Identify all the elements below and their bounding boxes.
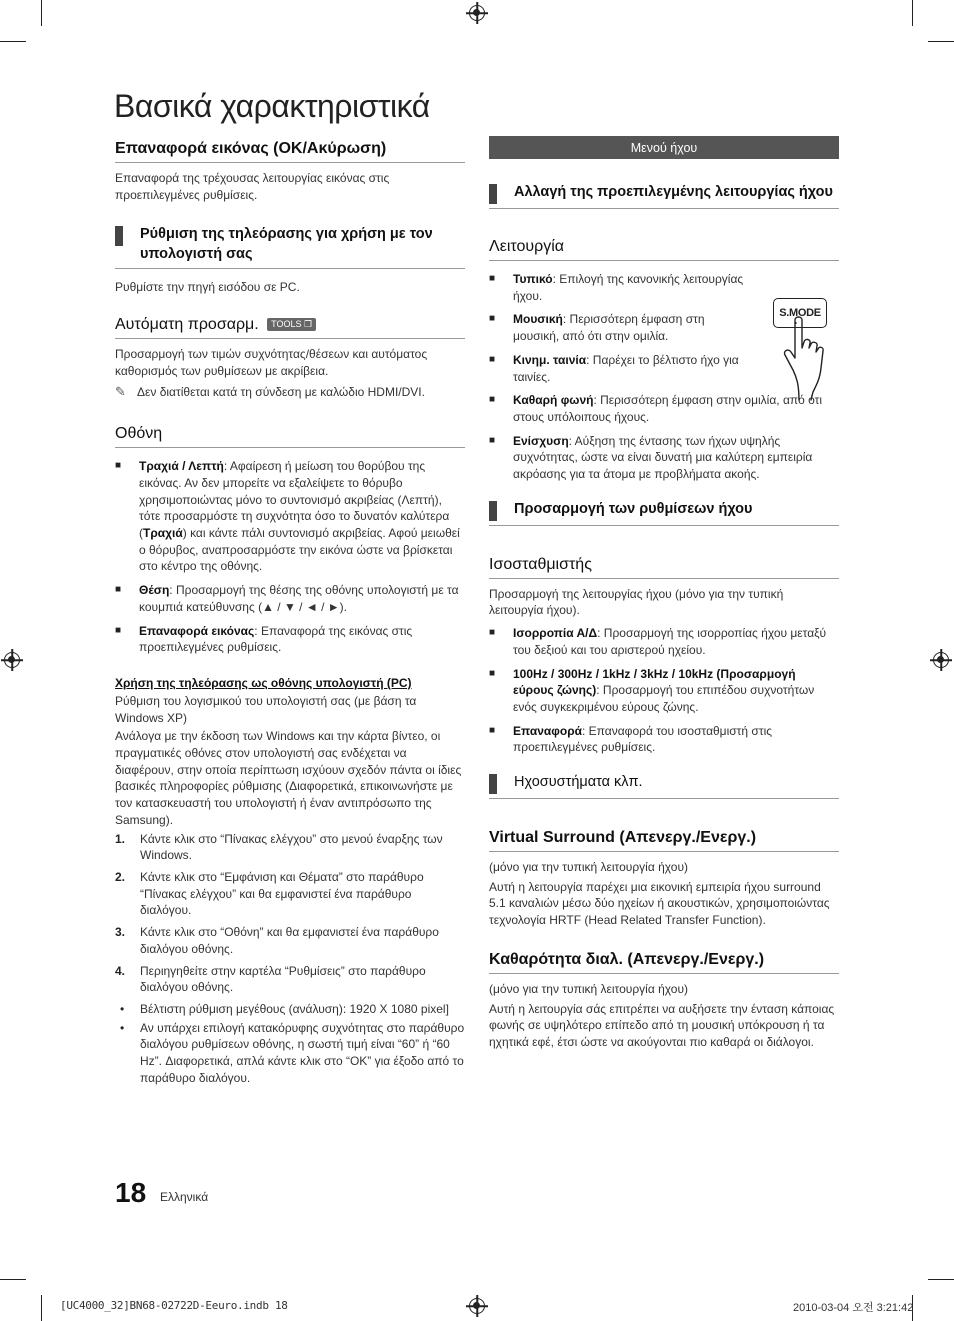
reset-picture-text: Επαναφορά της τρέχουσας λειτουργίας εικόνας στις προεπιλεγμένες ρυθμίσεις. [115,171,390,202]
footer-language: Ελληνικά [160,1190,209,1204]
list-item: ■ Καθαρή φωνή: Περισσότερη έμφαση στην ομιλία, από ότι στους υπόλοιπους ήχους. [489,393,823,424]
sound-systems-heading: Ηχοσυστήματα κλπ. [489,772,839,799]
registration-mark-icon [469,5,485,21]
registration-mark-icon [4,652,20,668]
square-bullet-icon: ■ [489,627,496,639]
list-item: 1. Κάντε κλικ στο “Πίνακας ελέγχου” στο μενού έναρξης των Windows. [115,831,443,863]
list-item: ■ Επαναφορά: Επαναφορά του ισοσταθμιστή στις προεπιλεγμένες ρυθμίσεις. [489,723,773,755]
square-bullet-icon: ■ [115,624,122,636]
crop-mark [928,1279,954,1280]
pc-monitor-heading: Χρήση της τηλεόρασης ως οθόνης υπολογιστή (PC) [115,675,412,690]
virtual-surround-text: Αυτή η λειτουργία παρέχει μια εικονική εμπειρία ήχου surround 5.1 καναλιών μέσω δύο ηχείων ή ακουστικών, χρησιμοποιώντας τεχνολογία HRTF (Head Related Transfer Function). [489,879,830,928]
crop-mark [0,41,26,42]
section-bar-icon [489,501,497,521]
smode-illustration [773,296,833,406]
equalizer-heading: Ισοσταθμιστής [489,556,839,579]
registration-mark-icon [469,1298,485,1314]
list-item: ■ Ενίσχυση: Αύξηση της έντασης των ήχων υψηλής συχνότητας, ώστε να είναι δυνατή μια καλύτερη εμπειρία ακρόασης για τα άτομα με προβλήματα ακοής. [489,433,813,482]
list-item: 3. Κάντε κλικ στο “Οθόνη” και θα εμφανιστεί ένα παράθυρο διαλόγου οθόνης. [115,925,439,956]
crop-mark [41,1295,42,1321]
square-bullet-icon: ■ [489,724,496,736]
square-bullet-icon: ■ [115,460,122,472]
list-item: ■ 100Hz / 300Hz / 1kHz / 3kHz / 10kHz (Προσαρμογή εύρους ζώνης): Προσαρμογή του επιπέδου συχνοτήτων ενός συγκεκριμένου εύρους ζώνης. [489,666,815,714]
equalizer-text: Προσαρμογή της λειτουργίας ήχου (μόνο για την τυπική λειτουργία ήχου). [489,586,784,618]
square-bullet-icon: ■ [115,584,122,596]
list-item: ■ Θέση: Προσαρμογή της θέσης της οθόνης υπολογιστή με τα κουμπιά κατεύθυνσης (▲ / ▼ / ◄ / ►). [115,583,459,614]
pencil-note-icon: ✎ [115,383,126,399]
print-slug-date: 2010-03-04 오전 3:21:42 [793,1302,914,1314]
pc-monitor-text: Ανάλογα με την έκδοση των Windows και την κάρτα βίντεο, οι πραγματικές οθόνες στον υπολογιστή σας ενδέχεται να διαφέρουν, στην οποία περίπτωση ισχύουν σχεδόν πάντα οι ίδιες βασικές πληροφορίες ρύθμισης (Διαφορετικά, επικοινωνήστε με τον κατασκευαστή του υπολογιστή ή έναν αντιπρόσωπο της Samsung). [115,729,462,827]
pc-setup-heading: Ρύθμιση της τηλεόρασης για χρήση με τον υπολογιστή σας [115,224,465,269]
virtual-surround-heading: Virtual Surround (Απενεργ./Ενεργ.) [489,829,839,852]
crop-mark [928,41,954,42]
dialog-clarity-text: Αυτή η λειτουργία σάς επιτρέπει να αυξήσετε την ένταση κάποιας φωνής σε υψηλότερο επίπεδο από τη μουσική υπόκρουση ή τα ηχητικά εφέ, έτσι ώστε να ακούγονται πιο καθαρά οι διάλογοι. [489,1001,835,1049]
left-column [115,136,465,1086]
crop-mark [0,1279,26,1280]
virtual-surround-note: (μόνο για την τυπική λειτουργία ήχου) [489,860,689,875]
list-item: 4. Περιηγηθείτε στην καρτέλα “Ρυθμίσεις” στο παράθυρο διαλόγου οθόνης. [115,963,426,995]
list-item: ■ Ισορροπία Α/Δ: Προσαρμογή της ισορροπίας ήχου μεταξύ του δεξιού και του αριστερού ηχείου. [489,626,827,657]
pc-monitor-text: Ρύθμιση του λογισμικού του υπολογιστή σας (με βάση τα Windows XP) [115,693,417,725]
square-bullet-icon: ■ [489,394,496,406]
section-bar-icon [115,226,123,246]
page-number: 18 [115,1177,147,1208]
list-item: • Αν υπάρχει επιλογή κατακόρυφης συχνότητας στο παράθυρο διαλόγου ρυθμίσεων οθόνης, η σωστή τιμή είναι “60” ή “60 Hz”. Διαφορετικά, απλά κάντε κλικ στο “OK” για έξοδο από το παράθυρο διαλόγου. [120,1020,465,1085]
list-item: ■ Επαναφορά εικόνας: Επαναφορά της εικόνας στις προεπιλεγμένες ρυθμίσεις. [115,623,413,655]
square-bullet-icon: ■ [489,434,496,446]
registration-mark-icon [933,652,949,668]
list-item: ■ Τυπικό: Επιλογή της κανονικής λειτουργίας ήχου. [489,272,744,303]
list-item: ■ Κινημ. ταινία: Παρέχει το βέλτιστο ήχο για ταινίες. [489,352,739,384]
sound-menu-banner: Μενού ήχου [489,136,839,159]
square-bullet-icon: ■ [489,273,496,284]
tools-badge: TOOLS ❐ [267,318,316,331]
dialog-clarity-note: (μόνο για την τυπική λειτουργία ήχου) [489,981,689,996]
screen-heading: Οθόνη [115,425,465,448]
auto-adjust-text: Προσαρμογή των τιμών συχνότητας/θέσεων και αυτόματος καθορισμός των ρυθμίσεων με ακρίβεια. [115,347,428,378]
print-slug-file: [UC4000_32]BN68-02722D-Eeuro.indb 18 [60,1299,288,1312]
square-bullet-icon: ■ [489,667,496,679]
page-title: Βασικά χαρακτηριστικά [114,88,430,124]
smode-button-icon: S.MODE [773,298,827,328]
crop-mark [41,0,42,26]
list-item: ■ Μουσική: Περισσότερη έμφαση στη μουσική, από ότι στην ομιλία. [489,312,705,344]
mode-heading: Λειτουργία [489,238,839,261]
list-item: ■ Τραχιά / Λεπτή: Αφαίρεση ή μείωση του θορύβου της εικόνας. Αν δεν μπορείτε να εξαλείψετε το θόρυβο χρησιμοποιώντας μόνο το συντονισμό ακριβείας (Λεπτή), τότε προσαρμόστε τη συχνότητα όσο το δυνατόν καλύτερα (Τραχιά) και κάντε πάλι συντονισμό ακριβείας. Αφού μειωθεί ο θόρυβος, αναπροσαρμόστε την εικόνα ώστε να βρίσκεται στο κέντρο της οθόνης. [115,459,460,574]
list-item: 2. Κάντε κλικ στο “Εμφάνιση και Θέματα” στο παράθυρο “Πίνακας ελέγχου” και θα εμφανιστεί ένα παράθυρο διαλόγου. [115,869,424,918]
adjust-sound-heading: Προσαρμογή των ρυθμίσεων ήχου [489,499,839,526]
square-bullet-icon: ■ [489,353,496,365]
crop-mark [912,0,913,26]
auto-adjust-note: ✎ Δεν διατίθεται κατά τη σύνδεση με καλώδιο HDMI/DVI. [115,383,425,399]
change-sound-mode-heading: Αλλαγή της προεπιλεγμένης λειτουργίας ήχου [489,182,839,209]
auto-adjust-heading: Αυτόματη προσαρμ. TOOLS ❐ [115,316,465,339]
pointing-hand-icon [773,296,833,406]
dialog-clarity-heading: Καθαρότητα διαλ. (Απενεργ./Ενεργ.) [489,951,839,974]
pc-setup-text: Ρυθμίστε την πηγή εισόδου σε PC. [115,280,300,295]
reset-picture-heading: Επαναφορά εικόνας (OK/Ακύρωση) [115,140,465,163]
list-item: • Βέλτιστη ρύθμιση μεγέθους (ανάλυση): 1920 X 1080 pixel] [120,1001,449,1016]
section-bar-icon [489,184,497,204]
section-bar-icon [489,774,497,794]
right-column [489,136,839,1051]
square-bullet-icon: ■ [489,313,496,325]
